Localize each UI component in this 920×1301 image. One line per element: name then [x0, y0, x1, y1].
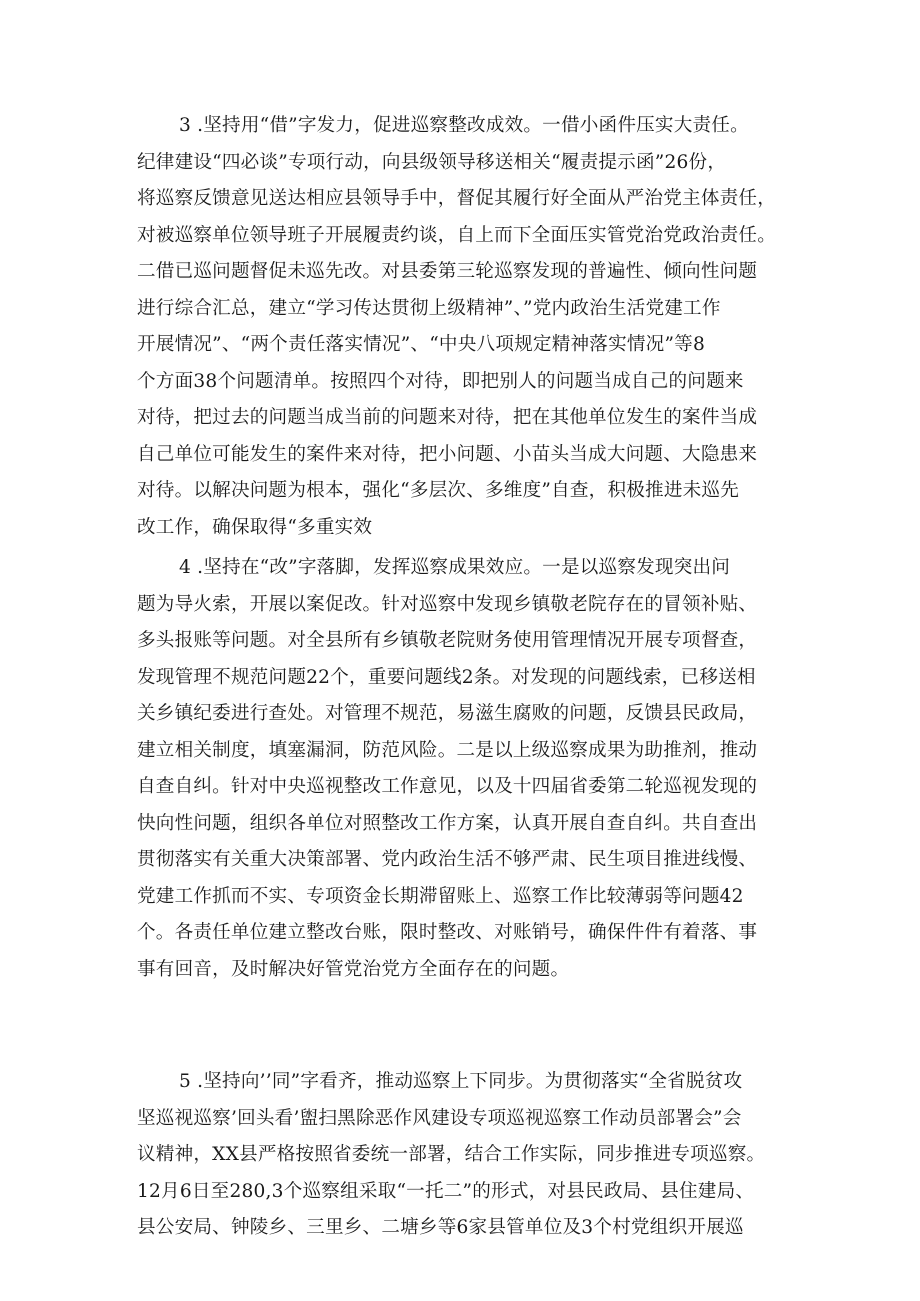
- paragraph-line: 议精神，XX县严格按照省委统一部署，结合工作实际，同步推进专项巡察。: [137, 1144, 766, 1165]
- paragraph-line: 进行综合汇总，建立“学习传达贯彻上级精神”、”党内政治生活党建工作: [137, 297, 721, 319]
- paragraph-line: 4 .坚持在“改”字落脚，发挥巡察成果效应。一是以巡察发现突出问: [179, 557, 731, 578]
- paragraph-line: 事有回音，及时解决好管党治党方全面存在的问题。: [137, 958, 570, 980]
- paragraph-line: 对待，把过去的问题当成当前的问题来对待，把在其他单位发生的案件当成: [137, 407, 758, 428]
- paragraph-line: 快向性问题，组织各单位对照整改工作方案，认真开展自查自纠。共自查出: [137, 812, 758, 834]
- paragraph-line: 自查自纠。针对中央巡视整改工作意见，以及十四届省委第二轮巡视发现的: [137, 776, 758, 797]
- paragraph-line: 个。各责任单位建立整改台账，限时整改、对账销号，确保件件有着落、事: [137, 922, 758, 943]
- paragraph-line: 对被巡察单位领导班子开展履责约谈，自上而下全面压实管党治党政治责任。: [137, 224, 776, 246]
- paragraph-line: 将巡察反馈意见送达相应县领导手中，督促其履行好全面从严治党主体责任，: [137, 188, 776, 209]
- paragraph-line: 对待。以解决问题为根本，强化“多层次、多维度”自查，积极推进未巡先: [137, 480, 740, 501]
- paragraph-line: 建立相关制度，填塞漏洞，防范风险。二是以上级巡察成果为助推剂，推动: [137, 739, 758, 761]
- paragraph-line: 5 .坚持向’’同”字看齐，推动巡察上下同步。为贯彻落实“全省脱贫攻: [179, 1071, 743, 1092]
- paragraph-line: 二借已巡问题督促未巡先改。对县委第三轮巡察发现的普遍性、倾向性问题: [137, 261, 758, 282]
- paragraph-line: 12月6日至280,3个巡察组采取“一托二”的形式，对县民政局、县住建局、: [137, 1180, 755, 1202]
- paragraph-tong: [137, 1064, 797, 1247]
- paragraph-jie: [137, 108, 797, 546]
- paragraph-line: 多头报账等问题。对全县所有乡镇敬老院财务使用管理情况开展专项督查，: [137, 630, 758, 651]
- paragraph-line: 改工作，确保取得“多重实效: [137, 516, 373, 538]
- paragraph-gai: [137, 550, 797, 988]
- paragraph-line: 开展情况”、“两个责任落实情况”、“中央八项规定精神落实情况”等8: [137, 334, 705, 355]
- paragraph-line: 自己单位可能发生的案件来对待，把小问题、小苗头当成大问题、大隐患来: [137, 443, 758, 465]
- paragraph-line: 3 .坚持用“借”字发力，促进巡察整改成效。一借小函件压实大责任。: [179, 115, 749, 136]
- paragraph-line: 个方面38个问题清单。按照四个对待，即把别人的问题当成自己的问题来: [137, 370, 744, 392]
- paragraph-line: 党建工作抓而不实、专项资金长期滞留账上、巡察工作比较薄弱等问题42: [137, 885, 744, 907]
- paragraph-line: 关乡镇纪委进行查处。对管理不规范，易滋生腐败的问题，反馈县民政局，: [137, 703, 758, 724]
- paragraph-line: 发现管理不规范问题22个，重要问题线2条。对发现的问题线索，已移送相: [137, 666, 756, 688]
- paragraph-line: 题为导火索，开展以案促改。针对巡察中发现乡镇敬老院存在的冒领补贴、: [137, 593, 758, 615]
- paragraph-line: 贯彻落实有关重大决策部署、党内政治生活不够严肃、民生项目推进线慢、: [137, 849, 758, 870]
- paragraph-line: 坚巡视巡察’回头看’盥扫黑除恶作风建设专项巡视巡察工作动员部署会”会: [137, 1107, 742, 1129]
- paragraph-line: 纪律建设“四必谈”专项行动，向县级领导移送相关“履责提示函”26份，: [137, 151, 727, 173]
- paragraph-line: 县公安局、钟陵乡、三里乡、二塘乡等6家县管单位及3个村党组织开展巡: [137, 1217, 744, 1238]
